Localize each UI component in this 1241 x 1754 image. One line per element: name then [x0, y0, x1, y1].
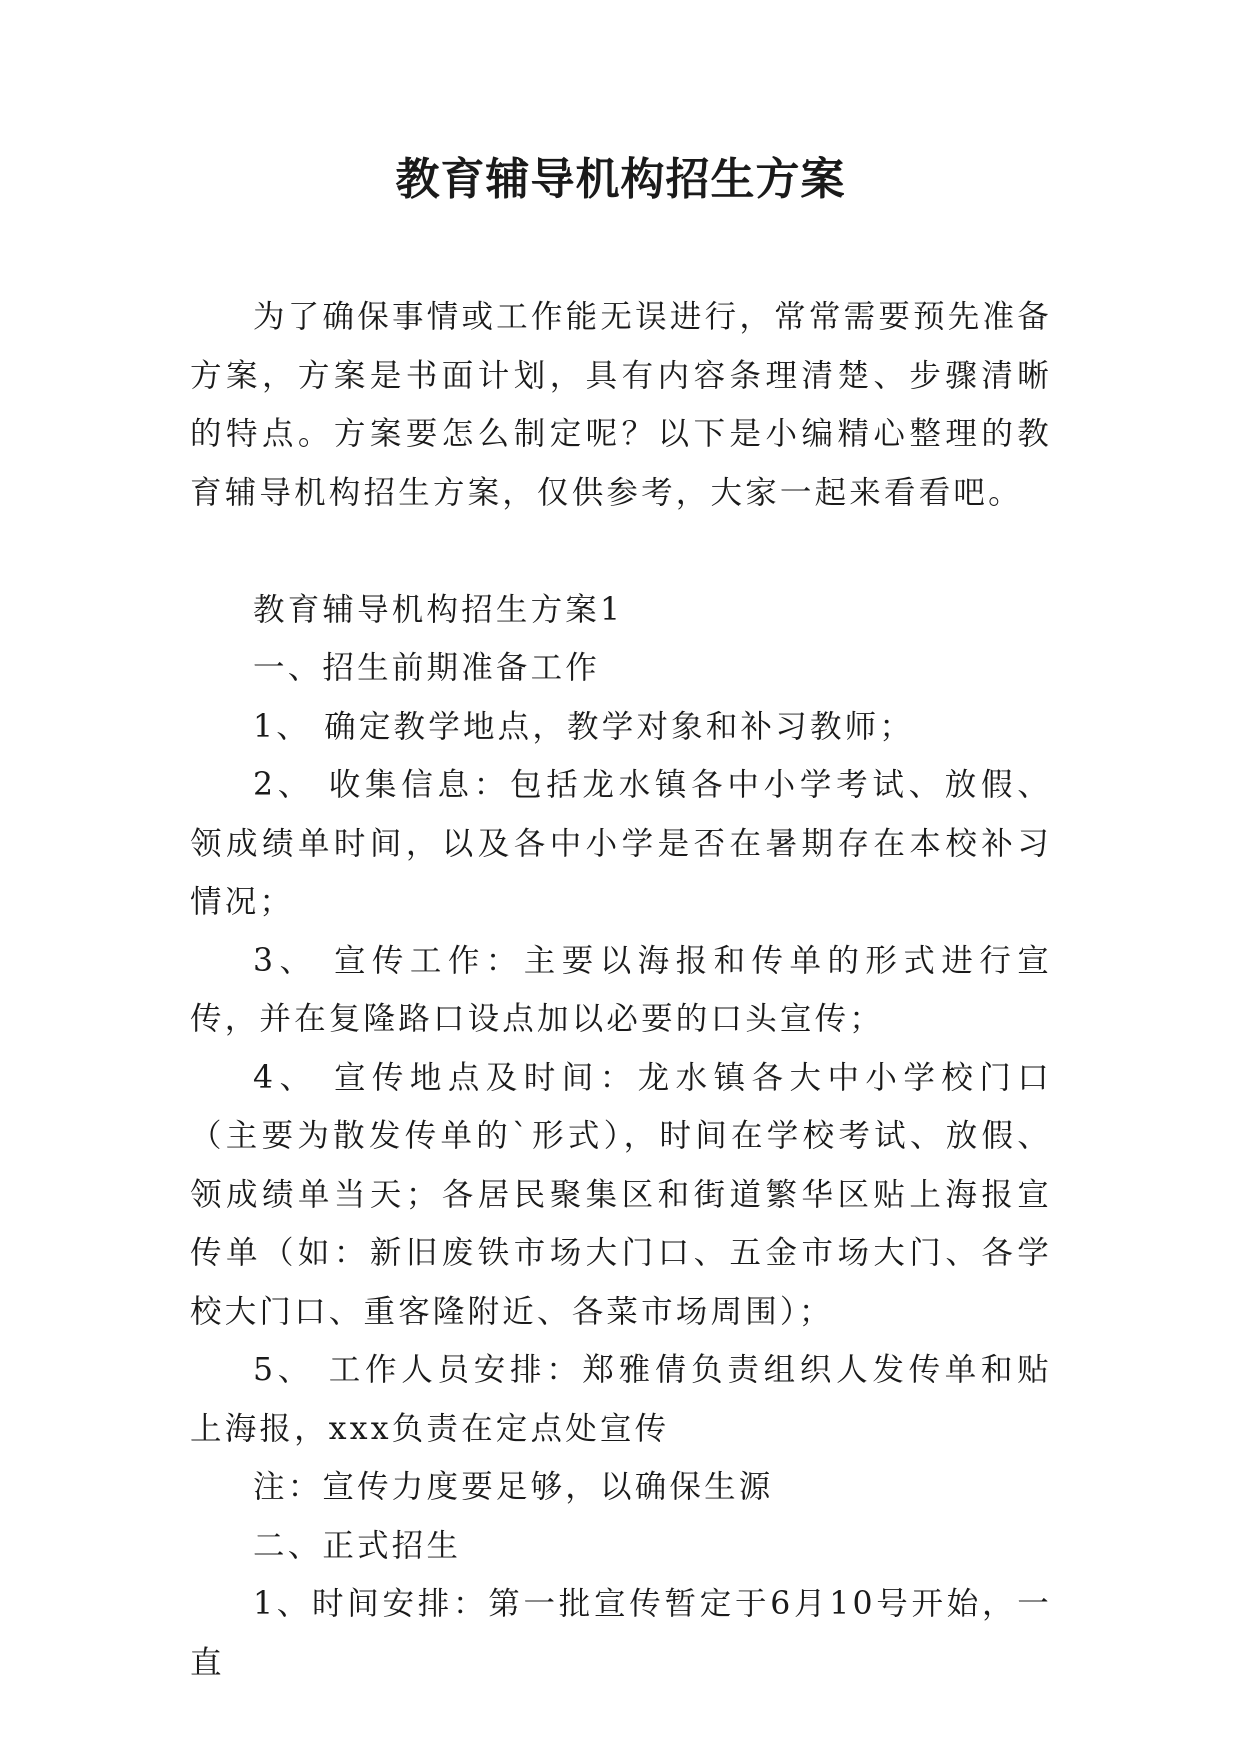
note-paragraph: 注：宣传力度要足够，以确保生源 — [253, 1469, 774, 1505]
section-heading-preparation: 一、招生前期准备工作 — [253, 650, 601, 686]
list-item-5: 5、 工作人员安排：郑雅倩负责组织人发传单和贴上海报，xxx负责在定点处宣传 — [190, 1352, 1052, 1447]
list-item-2: 2、 收集信息：包括龙水镇各中小学考试、放假、领成绩单时间，以及各中小学是否在暑期存在本校补习情况； — [190, 767, 1052, 920]
document-title: 教育辅导机构招生方案 — [395, 154, 846, 205]
list-item-1: 1、 确定教学地点，教学对象和补习教师； — [253, 708, 915, 745]
list-item-4: 4、 宣传地点及时间：龙水镇各大中小学校门口（主要为散发传单的`形式），时间在学校考试、放假、领成绩单当天；各居民聚集区和街道繁华区贴上海报宣传单（如：新旧废铁市场大门口、五金市场大门、各学校大门口、重客隆附近、各菜市场周围）； — [190, 1059, 1052, 1330]
section-heading-enrollment: 二、正式招生 — [253, 1527, 462, 1564]
intro-paragraph: 为了确保事情或工作能无误进行，常常需要预先准备方案，方案是书面计划，具有内容条理清楚、步骤清晰的特点。方案要怎么制定呢？以下是小编精心整理的教育辅导机构招生方案，仅供参考，大家一起来看看吧。 — [190, 299, 1052, 511]
document-body — [190, 288, 1052, 1692]
section-heading-plan-1: 教育辅导机构招生方案1 — [253, 591, 624, 628]
paragraph-gap — [190, 522, 1052, 581]
list-item-3: 3、 宣传工作：主要以海报和传单的形式进行宣传，并在复隆路口设点加以必要的口头宣传； — [190, 942, 1052, 1037]
list-item-schedule: 1、时间安排：第一批宣传暂定于6月10号开始，一直 — [190, 1586, 1052, 1681]
